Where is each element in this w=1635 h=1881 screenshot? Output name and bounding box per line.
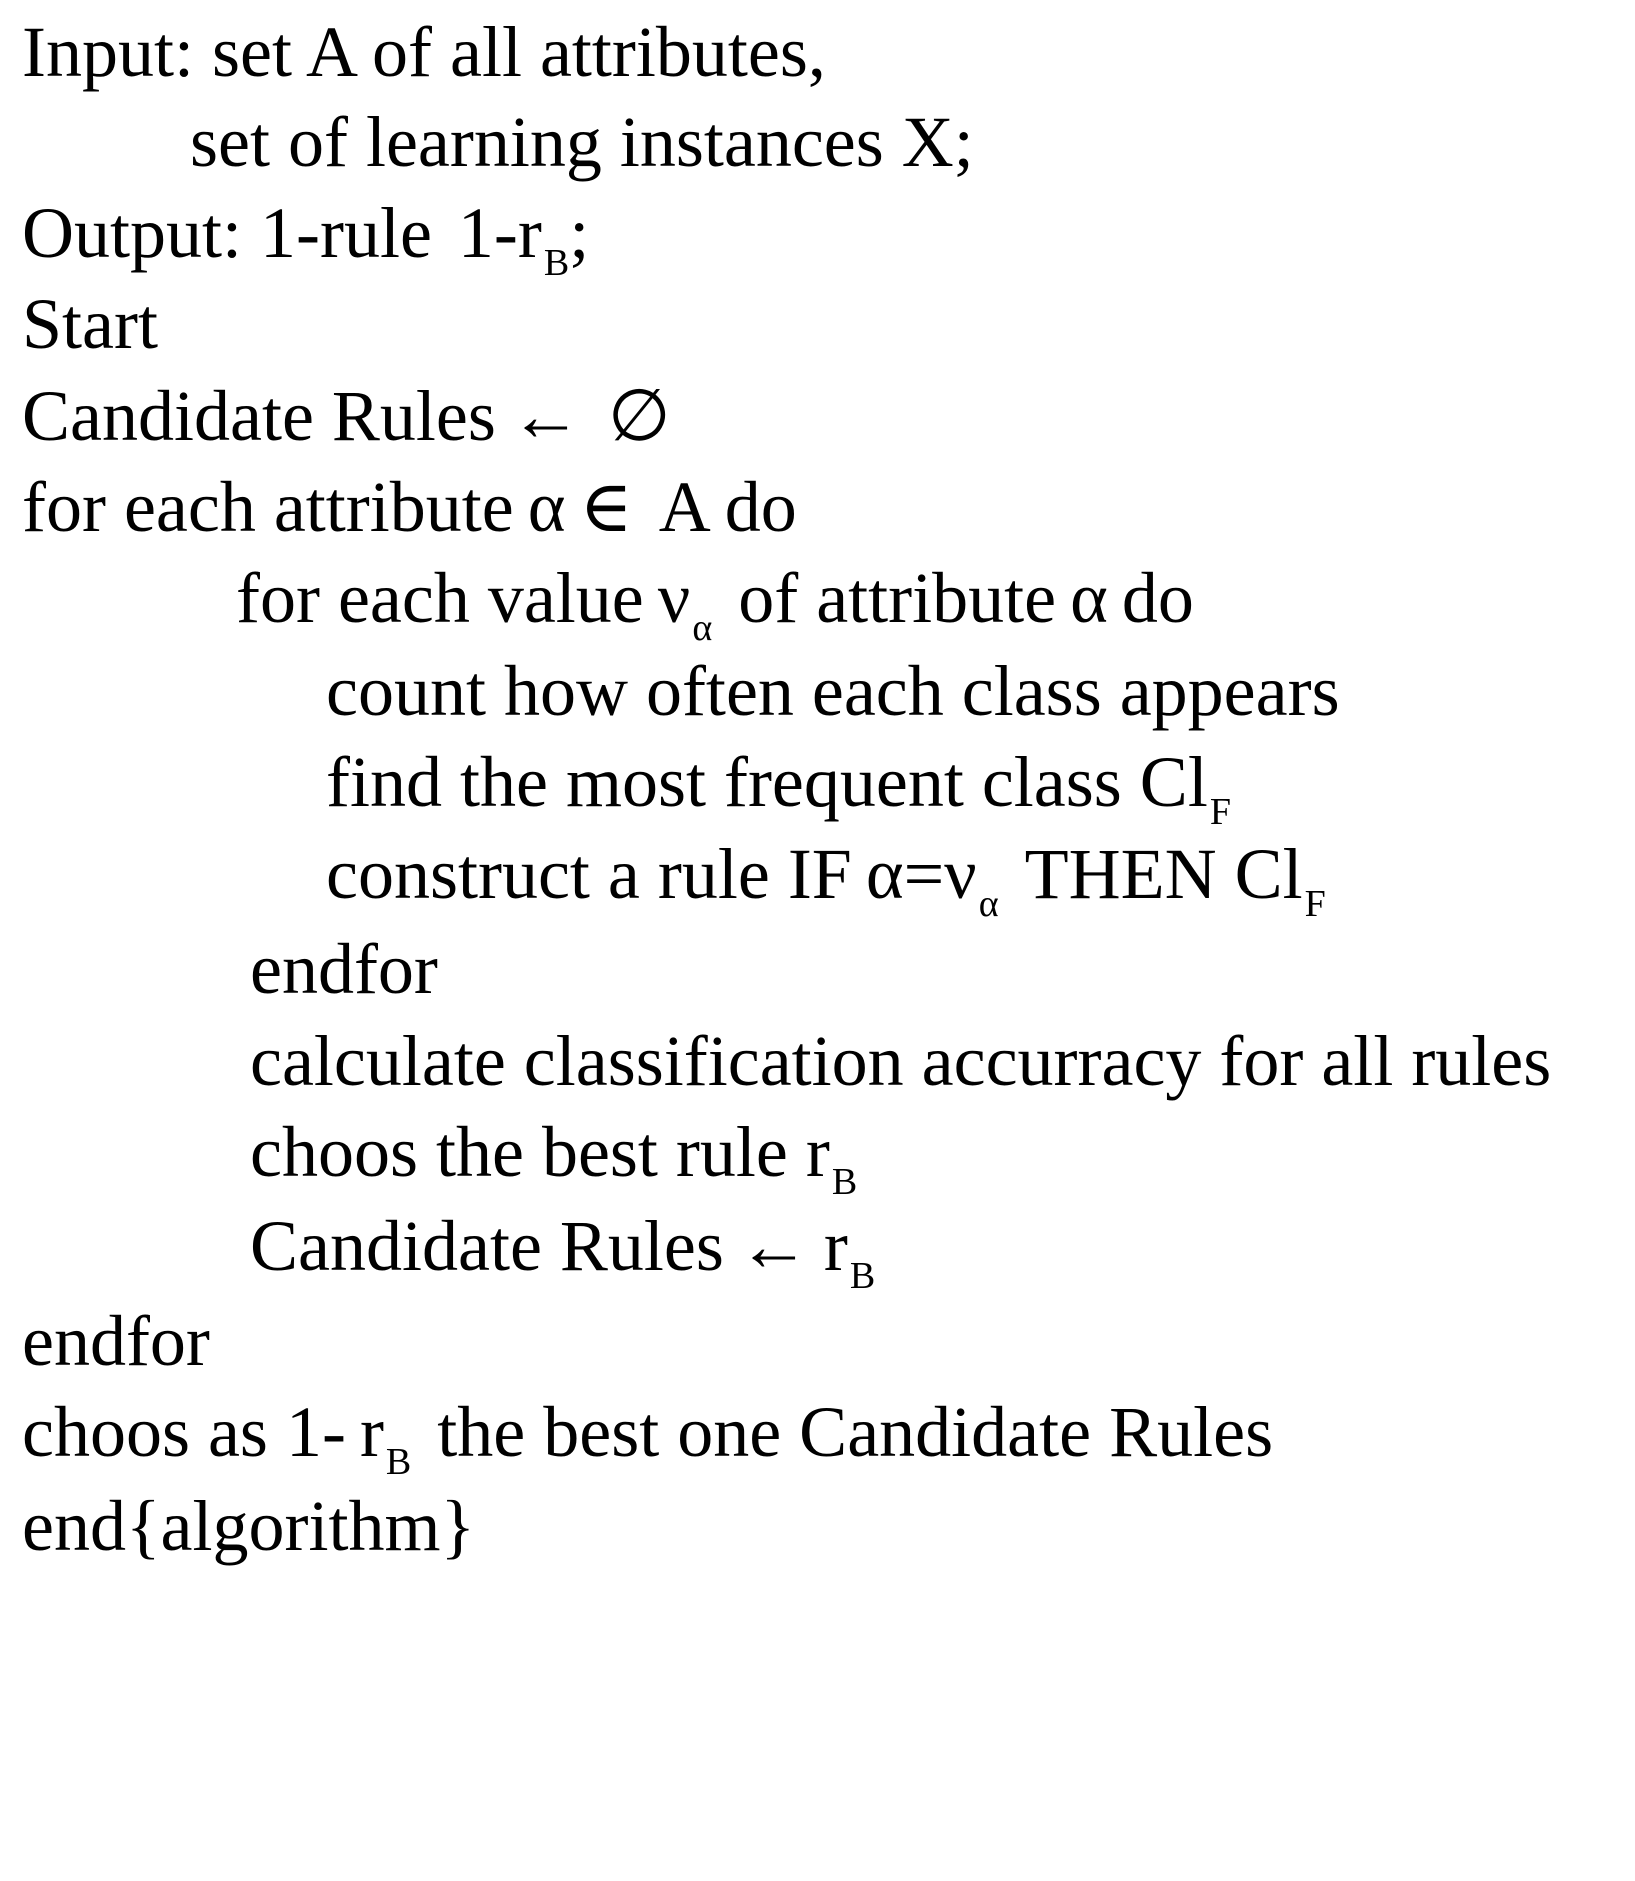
candidate-assign-rule: r — [823, 1206, 848, 1286]
end-line — [22, 1486, 476, 1566]
end-text: end{algorithm} — [22, 1486, 476, 1566]
find-subscript: F — [1209, 791, 1231, 833]
input-text-2: set of learning instances X; — [190, 102, 974, 182]
for-attribute-tail: A do — [658, 467, 797, 547]
for-attribute-line — [22, 467, 797, 547]
choose-final-text: choos as 1- — [22, 1392, 346, 1472]
alpha-symbol-2: α — [1070, 558, 1108, 638]
choose-best-text: choos the best rule r — [250, 1112, 830, 1192]
for-value-line — [236, 558, 1194, 649]
count-text: count how often each class appears — [326, 651, 1340, 731]
left-arrow-icon: ← — [509, 376, 582, 456]
input-text-1: Input: set A of all attributes, — [22, 12, 826, 92]
candidate-init-line — [22, 376, 671, 456]
candidate-rules-label: Candidate Rules — [22, 376, 496, 456]
calculate-line — [250, 1021, 1552, 1101]
choose-final-line — [22, 1392, 1274, 1483]
choose-final-tail: the best one Candidate Rules — [437, 1392, 1274, 1472]
candidate-assign-line — [250, 1206, 876, 1297]
endfor-inner-text: endfor — [250, 929, 438, 1009]
for-value-text: for each value — [236, 558, 644, 638]
for-attribute-text: for each attribute — [22, 467, 514, 547]
output-line — [22, 193, 590, 284]
input-line-1 — [22, 12, 826, 92]
input-line-2 — [190, 102, 974, 182]
output-label: Output: 1-rule — [22, 193, 432, 273]
left-arrow-icon-2: ← — [737, 1206, 810, 1286]
output-rule: 1-r — [457, 193, 542, 273]
alpha-symbol: α — [527, 467, 566, 547]
element-of-icon: ∈ — [579, 467, 633, 547]
empty-set-icon: ∅ — [607, 376, 671, 456]
candidate-assign-label: Candidate Rules — [250, 1206, 724, 1286]
endfor-inner-line — [250, 929, 438, 1009]
count-line — [326, 651, 1340, 731]
output-semicolon: ; — [569, 193, 590, 273]
nu-symbol: ν — [657, 558, 691, 638]
construct-expression: α=ν — [865, 834, 977, 914]
of-attribute-text: of attribute — [738, 558, 1057, 638]
construct-line — [326, 834, 1326, 925]
do-text: do — [1121, 558, 1194, 638]
endfor-outer-line — [22, 1301, 210, 1381]
construct-then-subscript: F — [1304, 883, 1326, 925]
candidate-assign-subscript: B — [849, 1255, 876, 1297]
choose-final-subscript: B — [385, 1441, 412, 1483]
endfor-outer-text: endfor — [22, 1301, 210, 1381]
construct-then-text: THEN Cl — [1024, 834, 1303, 914]
choose-final-rule: r — [359, 1392, 384, 1472]
find-text: find the most frequent class Cl — [326, 742, 1208, 822]
construct-expression-subscript: α — [978, 883, 999, 925]
output-rule-subscript: B — [543, 242, 570, 284]
start-text: Start — [22, 284, 158, 364]
construct-text: construct a rule IF — [326, 834, 852, 914]
find-line — [326, 742, 1231, 833]
calculate-text: calculate classification accurracy for all rules — [250, 1021, 1552, 1101]
nu-subscript: α — [692, 607, 713, 649]
choose-best-line — [250, 1112, 858, 1203]
start-line — [22, 284, 158, 364]
choose-best-subscript: B — [831, 1161, 858, 1203]
